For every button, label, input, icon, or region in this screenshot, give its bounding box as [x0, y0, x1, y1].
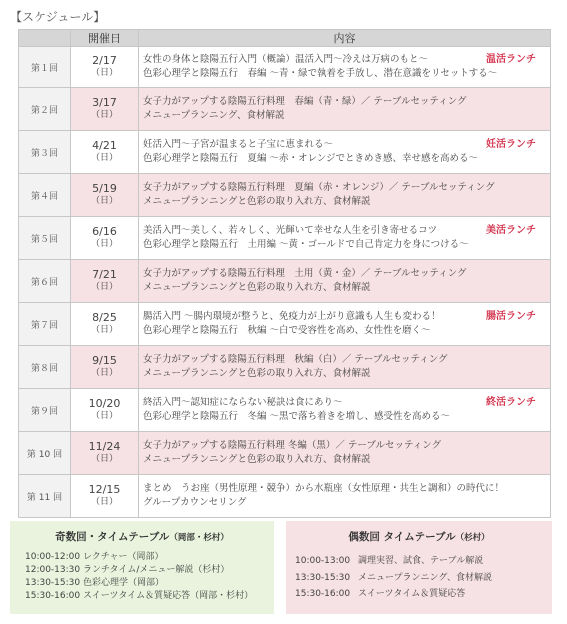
activity-text: 調理実習、試食、テーブル解説 [358, 556, 484, 566]
content-text-1: 女性の身体と陰陽五行入門（概論）温活入門〜冷えは万病のもと〜 [143, 54, 429, 65]
session-date: 6/16 [92, 225, 117, 238]
table-row [19, 260, 551, 303]
time-slot: 13:30-15:30 [295, 572, 351, 583]
session-date: 7/21 [92, 268, 117, 281]
session-date-cell [71, 217, 139, 260]
schedule-body [19, 47, 551, 518]
content-line-2: 色彩心理学と陰陽五行 春編 〜青・緑で執着を手放し、潜在意識をリセットする〜 [143, 68, 498, 79]
content-text-1: まとめ うお座（男性原理・競争）から水瓶座（女性原理・共生と調和）の時代に！ [143, 483, 505, 494]
list-item [295, 586, 552, 603]
session-content [139, 346, 551, 389]
session-date-cell [71, 389, 139, 432]
session-number: 第２回 [19, 88, 71, 131]
time-slot: 15:30-16:00 [295, 589, 351, 599]
session-weekday: （日） [90, 239, 118, 249]
session-content [139, 475, 551, 518]
content-text-1: 腸活入門 〜腸内環境が整うと、免疫力が上がり意識も人生も変わる！ [143, 311, 441, 322]
session-content [139, 131, 551, 174]
session-date-cell [71, 475, 139, 518]
session-number: 第 11 回 [19, 475, 71, 518]
content-text-1: 妊活入門〜子宮が温まると子宝に恵まれる〜 [143, 139, 334, 150]
session-weekday: （日） [90, 454, 118, 464]
list-item [295, 553, 552, 570]
table-row [19, 389, 551, 432]
session-date-cell [71, 260, 139, 303]
even-staff-text: （杉村） [455, 533, 490, 543]
session-content [139, 389, 551, 432]
session-date: 2/17 [92, 54, 117, 67]
table-row [19, 475, 551, 518]
session-date-cell [71, 303, 139, 346]
session-date: 12/15 [88, 483, 121, 496]
lunch-label: 美活ランチ [486, 225, 536, 236]
session-weekday: （日） [90, 497, 118, 507]
lunch-label: 腸活ランチ [486, 311, 536, 322]
session-number: 第４回 [19, 174, 71, 217]
odd-staff-text: （岡部・杉村） [169, 533, 229, 543]
content-text-1: 女子力がアップする陰陽五行料理 冬編（黒）／ テーブルセッティング [143, 440, 442, 451]
session-weekday: （日） [90, 411, 118, 421]
content-line-2: 色彩心理学と陰陽五行 冬編 〜黒で落ち着きを増し、感受性を高める〜 [143, 411, 451, 422]
schedule-table [18, 29, 551, 518]
header-date: 開催日 [71, 30, 139, 47]
content-line-1 [143, 181, 550, 195]
even-title-text: 偶数回 タイムテーブル [348, 531, 456, 543]
list-item [295, 570, 552, 587]
list-item: 10:00-12:00 レクチャー（岡部） [25, 552, 164, 562]
content-text-1: 美活入門〜美しく、若々しく、光輝いて幸せな人生を引き寄せるコツ [143, 225, 438, 236]
content-line-1 [143, 95, 550, 109]
session-number: 第３回 [19, 131, 71, 174]
session-number: 第５回 [19, 217, 71, 260]
content-line-2: メニュープランニングと色彩の取り入れ方、食材解説 [143, 454, 371, 465]
table-row [19, 88, 551, 131]
session-number: 第９回 [19, 389, 71, 432]
content-line-2: メニュープランニングと色彩の取り入れ方、食材解説 [143, 368, 371, 379]
even-timetable-box [286, 521, 552, 614]
table-row [19, 174, 551, 217]
schedule-title: 【スケジュール】 [10, 10, 106, 24]
content-line-1 [143, 310, 550, 324]
content-line-1 [143, 138, 550, 152]
content-line-2: 色彩心理学と陰陽五行 秋編 〜白で受容性を高め、女性性を磨く〜 [143, 325, 431, 336]
session-content [139, 303, 551, 346]
odd-timetable-list [10, 551, 274, 603]
session-content [139, 260, 551, 303]
session-date: 4/21 [92, 139, 117, 152]
session-date: 3/17 [92, 96, 117, 109]
lunch-label: 妊活ランチ [486, 139, 536, 150]
content-text-1: 女子力がアップする陰陽五行料理 秋編（白）／ テーブルセッティング [143, 354, 448, 365]
session-date: 9/15 [92, 354, 117, 367]
session-number: 第８回 [19, 346, 71, 389]
table-row [19, 47, 551, 88]
session-date: 5/19 [92, 182, 117, 195]
even-timetable-title [286, 529, 552, 544]
list-item: 15:30-16:00 スイーツタイム＆質疑応答（岡部・杉村） [25, 591, 254, 601]
session-date-cell [71, 131, 139, 174]
session-weekday: （日） [90, 110, 118, 120]
activity-text: メニュープランニング、食材解説 [358, 572, 493, 583]
even-timetable-list [286, 553, 552, 603]
table-row [19, 217, 551, 260]
session-weekday: （日） [90, 325, 118, 335]
table-row [19, 346, 551, 389]
activity-text: スイーツタイム＆質疑応答 [358, 589, 466, 599]
session-number: 第７回 [19, 303, 71, 346]
session-date: 8/25 [92, 311, 117, 324]
odd-title-text: 奇数回・タイムテーブル [55, 531, 170, 543]
table-header-row [19, 30, 551, 47]
session-content [139, 432, 551, 475]
session-content [139, 47, 551, 88]
content-line-2: メニュープランニング、食材解説 [143, 110, 285, 121]
table-row [19, 303, 551, 346]
content-text-1: 女子力がアップする陰陽五行料理 夏編（赤・オレンジ）／ テーブルセッティング [143, 182, 495, 193]
session-weekday: （日） [90, 153, 118, 163]
list-item: 12:00-13:30 ランチタイム/メニュー解説（杉村） [25, 565, 230, 575]
odd-timetable-box [10, 521, 274, 614]
lunch-label: 終活ランチ [486, 397, 536, 408]
session-date-cell [71, 346, 139, 389]
session-date: 11/24 [88, 440, 121, 453]
table-row [19, 432, 551, 475]
content-line-1 [143, 353, 550, 367]
session-content [139, 174, 551, 217]
table-row [19, 131, 551, 174]
content-line-1 [143, 224, 550, 238]
content-line-1 [143, 439, 550, 453]
content-line-2: グループカウンセリング [143, 497, 247, 508]
session-date-cell [71, 174, 139, 217]
session-weekday: （日） [90, 196, 118, 206]
session-date-cell [71, 47, 139, 88]
content-line-1 [143, 53, 550, 67]
content-line-1 [143, 482, 550, 496]
content-line-1 [143, 267, 550, 281]
content-line-2: 色彩心理学と陰陽五行 夏編 〜赤・オレンジでときめき感、幸せ感を高める〜 [143, 153, 479, 164]
header-session [19, 30, 71, 47]
content-line-2: メニュープランニングと色彩の取り入れ方、食材解説 [143, 196, 371, 207]
session-date-cell [71, 88, 139, 131]
content-line-1 [143, 396, 550, 410]
session-weekday: （日） [90, 368, 118, 378]
session-weekday: （日） [90, 282, 118, 292]
content-text-1: 女子力がアップする陰陽五行料理 土用（黄・金）／ テーブルセッティング [143, 268, 467, 279]
session-number: 第 10 回 [19, 432, 71, 475]
content-text-1: 終活入門〜認知症にならない秘訣は食にあり〜 [143, 397, 343, 408]
list-item: 13:30-15:30 色彩心理学（岡部） [25, 578, 164, 588]
session-number: 第１回 [19, 47, 71, 88]
session-weekday: （日） [90, 68, 118, 78]
time-slot: 10:00-13:00 [295, 556, 351, 566]
session-number: 第６回 [19, 260, 71, 303]
content-line-2: 色彩心理学と陰陽五行 土用編 〜黄・ゴールドで自己肯定力を身につける〜 [143, 239, 469, 250]
session-content [139, 217, 551, 260]
session-content [139, 88, 551, 131]
lunch-label: 温活ランチ [486, 54, 536, 65]
header-content: 内容 [139, 30, 551, 47]
content-line-2: メニュープランニングと色彩の取り入れ方、食材解説 [143, 282, 371, 293]
odd-timetable-title [10, 529, 274, 544]
session-date: 10/20 [88, 397, 121, 410]
content-text-1: 女子力がアップする陰陽五行料理 春編（青・緑）／ テーブルセッティング [143, 96, 467, 107]
session-date-cell [71, 432, 139, 475]
